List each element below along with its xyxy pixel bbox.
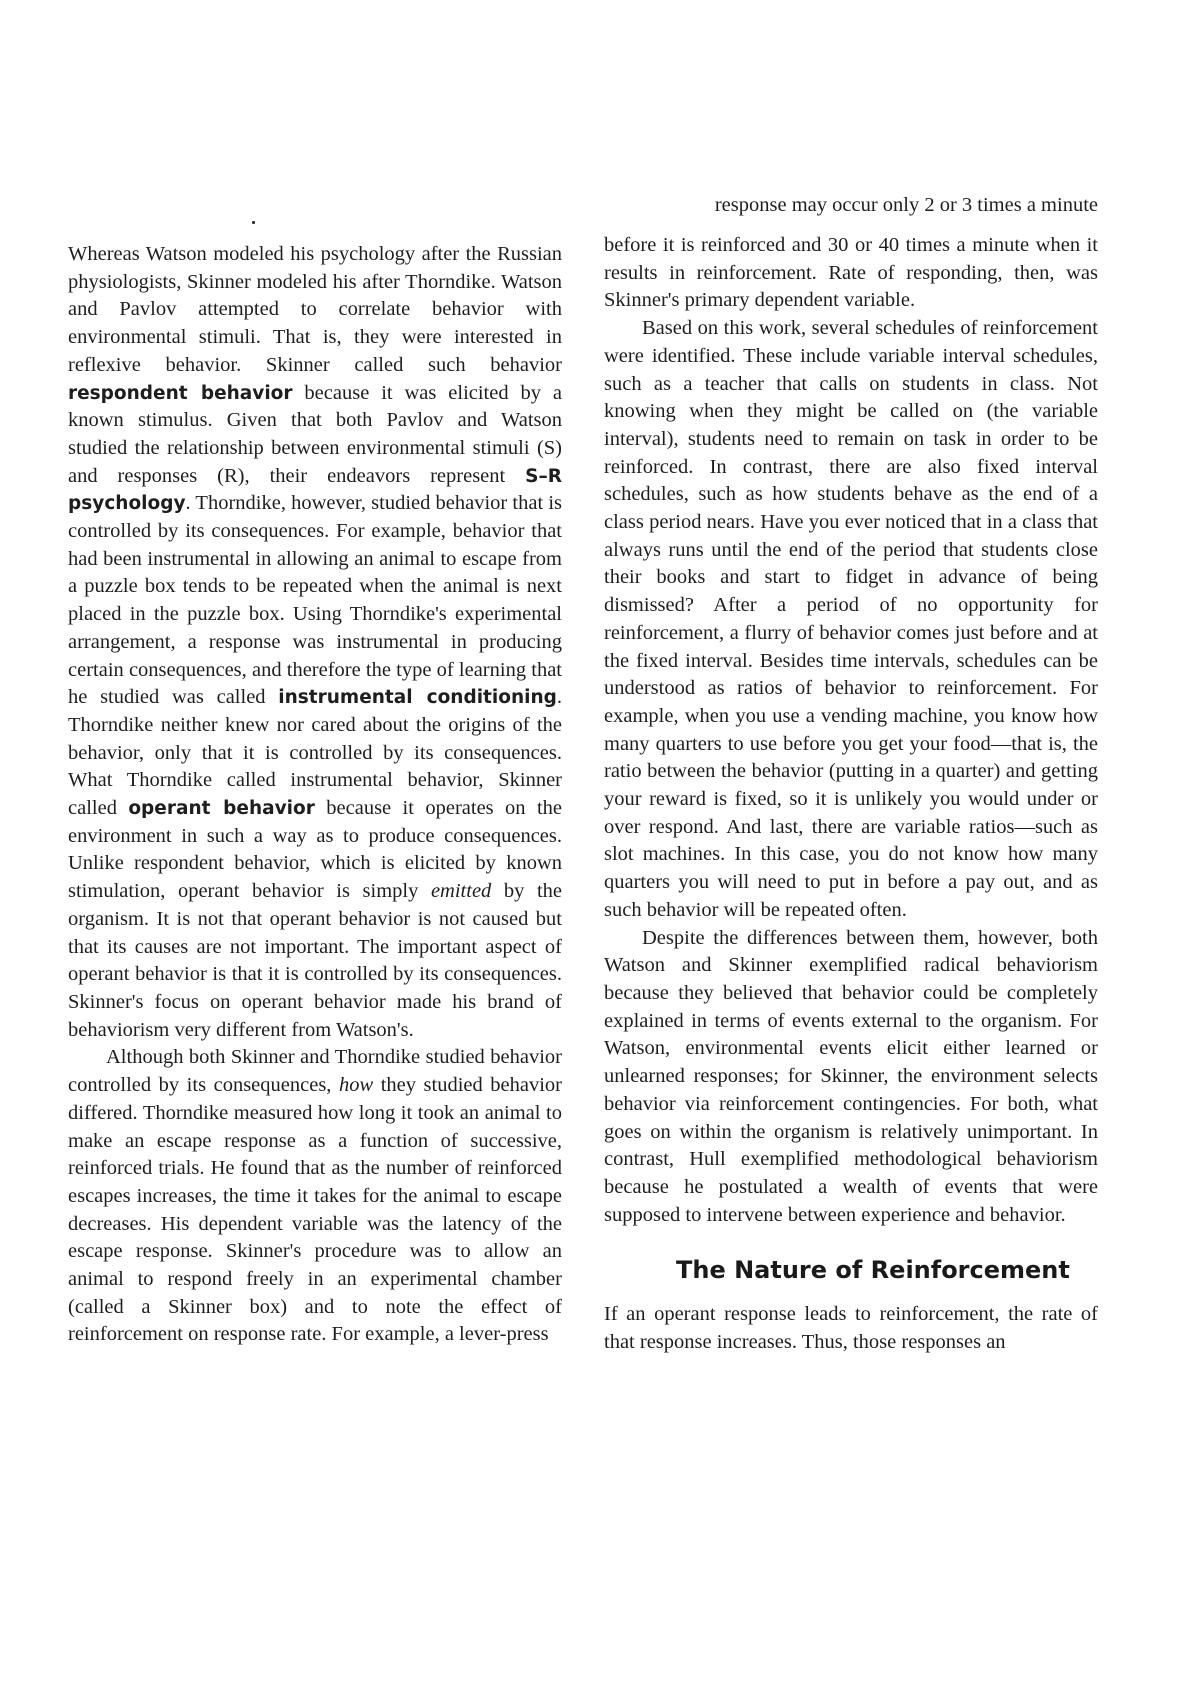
body-text: Although both Skinner and Thorndike studied behavior controlled by its consequences,	[68, 1046, 562, 1097]
body-text: because it operates on the environment in such a way as to produce consequences. Unlike respondent behavior, which is elicited by known stimulation, operant behavior is simply	[68, 797, 562, 903]
key-term: instrumental conditioning	[278, 687, 557, 709]
right-column	[604, 232, 1098, 1356]
paragraph	[68, 241, 562, 1044]
paragraph: If an operant response leads to reinforcement, the rate of that response increases. Thus, those responses an	[604, 1303, 1098, 1353]
body-text: by the organism. It is not that operant behavior is not caused but that its causes are not important. The important aspect of operant behavior is that it is controlled by its consequences. Skinner's focus on operant behavior made his brand of behaviorism very different from Watson's.	[68, 880, 562, 1041]
body-text: . Thorndike neither knew nor cared about the origins of the behavior, only that it is controlled by its consequences. What Thorndike called instrumental behavior, Skinner called	[68, 686, 562, 820]
paragraph: Despite the differences between them, however, both Watson and Skinner exemplified radical behaviorism because they believed that behavior could be completely explained in terms of events external to the organism. For Watson, environmental events elicit either learned or unlearned responses; for Skinner, the environment selects behavior via reinforcement contingencies. For both, what goes on within the organism is relatively unimportant. In contrast, Hull exemplified methodological behaviorism because he postulated a wealth of events that were supposed to intervene between experience and behavior.	[604, 926, 1098, 1226]
key-term: S–R psychology	[68, 465, 562, 515]
paragraph: before it is reinforced and 30 or 40 times a minute when it results in reinforcement. Rate of responding, then, was Skinner's primary dependent variable.	[604, 234, 1098, 312]
paragraph: Based on this work, several schedules of reinforcement were identified. These include variable interval schedules, such as a teacher that calls on students in class. Not knowing when they might be called on (the variable interval), students need to remain on task in order to be reinforced. In contrast, there are also fixed interval schedules, such as how students behave as the end of a class period nears. Have you ever noticed that in a class that always runs until the end of the period that students close their books and start to fidget in advance of being dismissed? After a period of no opportunity for reinforcement, a flurry of behavior comes just before and at the fixed interval. Besides time intervals, schedules can be understood as ratios of behavior to reinforcement. For example, when you use a vending machine, you know how many quarters to use before you get your food—that is, the ratio between the behavior (putting in a quarter) and getting your reward is fixed, so it is unlikely you would under or over respond. And last, there are variable ratios—such as slot machines. In this case, you do not know how many quarters you will need to put in before a pay out, and as such behavior will be repeated often.	[604, 317, 1098, 921]
emphasis: how	[338, 1074, 374, 1097]
stray-mark	[252, 221, 255, 224]
emphasis: emitted	[430, 880, 492, 903]
key-term: operant behavior	[128, 798, 315, 820]
body-text: they studied behavior differed. Thorndike measured how long it took an animal to make an escape response as a function of successive, reinforced trials. He found that as the number of reinforced escapes increases, the time it takes for the animal to escape decreases. His dependent variable was the latency of the escape response. Skinner's procedure was to allow an animal to respond freely in an experimental chamber (called a Skinner box) and to note the effect of reinforcement on response rate. For example, a lever-press	[68, 1074, 563, 1346]
clipped-top-line: response may occur only 2 or 3 times a minute	[714, 194, 1098, 216]
left-column	[68, 241, 562, 1349]
body-text: because it was elicited by a known stimulus. Given that both Pavlov and Watson studied the relationship between environmental stimuli (S) and responses (R), their endeavors represent	[68, 381, 562, 487]
paragraph	[68, 1044, 562, 1349]
body-text: Whereas Watson modeled his psychology after the Russian physiologists, Skinner modeled his after Thorndike. Watson and Pavlov attempted to correlate behavior with environmental stimuli. That is, they were interested in reflexive behavior. Skinner called such behavior	[68, 243, 562, 376]
section-heading: The Nature of Reinforcement	[676, 1256, 1070, 1285]
key-term: respondent behavior	[68, 382, 293, 404]
body-text: . Thorndike, however, studied behavior that is controlled by its consequences. For example, behavior that had been instrumental in allowing an animal to escape from a puzzle box tends to be repeated when the animal is next placed in the puzzle box. Using Thorndike's experimental arrangement, a response was instrumental in producing certain consequences, and therefore the type of learning that he studied was called	[68, 492, 562, 709]
